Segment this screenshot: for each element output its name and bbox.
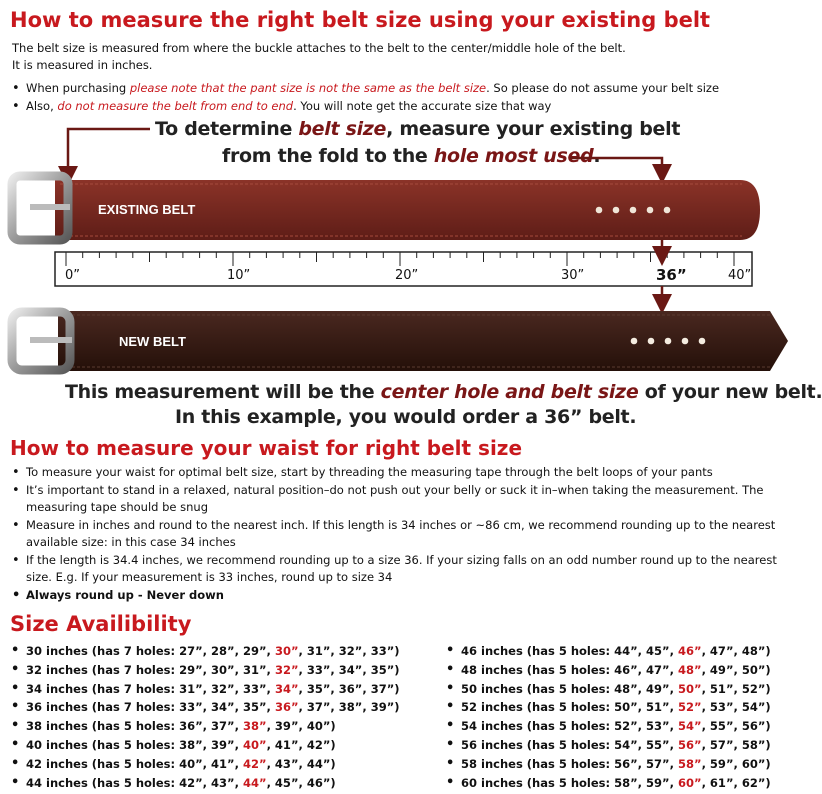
ruler-label-20: 20” xyxy=(395,268,419,283)
size-text: , 45”, 46”) xyxy=(266,775,336,790)
list-item: • To measure your waist for optimal belt size, start by threading the measuring tape through the belt loops of your pants xyxy=(10,464,780,482)
caption-text: , measure your existing belt xyxy=(386,118,681,140)
center-hole-size: 50” xyxy=(678,681,702,696)
size-text: 30 inches (has 7 holes: 27”, 28”, 29”, xyxy=(26,644,275,658)
existing-belt-label: EXISTING BELT xyxy=(98,202,196,217)
size-list-item xyxy=(445,755,771,774)
size-text: , 53”, 54”) xyxy=(701,700,771,715)
size-list-right xyxy=(445,642,771,792)
size-text: 48 inches (has 5 holes: 46”, 47”, xyxy=(461,662,678,677)
size-list-item xyxy=(10,698,400,717)
caption-emphasis: belt size xyxy=(298,118,387,140)
size-list-item xyxy=(445,680,771,699)
caption-text: To determine xyxy=(155,118,299,140)
section1-bullets xyxy=(10,80,785,115)
ruler-label-40: 40” xyxy=(728,268,752,283)
caption-text: from the fold to the xyxy=(222,145,434,167)
caption-emphasis: hole most used xyxy=(433,145,594,167)
size-list-item xyxy=(445,717,771,736)
caption-text: . xyxy=(593,145,601,167)
size-text: , 55”, 56”) xyxy=(701,719,771,734)
size-text: 40 inches (has 5 holes: 38”, 39”, xyxy=(26,737,243,752)
size-text: 50 inches (has 5 holes: 48”, 49”, xyxy=(461,681,678,696)
section1-intro xyxy=(12,40,782,74)
center-hole-size: 36” xyxy=(274,700,299,715)
size-text: 54 inches (has 5 holes: 52”, 53”, xyxy=(461,719,678,734)
ruler-label-36: 36” xyxy=(656,266,687,284)
size-text: , 31”, 32”, 33”) xyxy=(298,644,400,658)
size-text: 56 inches (has 5 holes: 54”, 55”, xyxy=(461,737,678,752)
size-text: 46 inches (has 5 holes: 44”, 45”, xyxy=(461,644,678,658)
size-text: 44 inches (has 5 holes: 42”, 43”, xyxy=(26,775,243,790)
size-text: 36 inches (has 7 holes: 33”, 34”, 35”, xyxy=(26,700,275,715)
list-item xyxy=(10,98,785,116)
warning-text: please note that the pant size is not the same as the belt size xyxy=(129,81,487,95)
center-hole-size: 56” xyxy=(678,737,702,752)
size-list-item xyxy=(10,661,400,680)
size-text: , 57”, 58”) xyxy=(701,737,771,752)
center-hole-size: 58” xyxy=(678,756,702,771)
list-item: • It’s important to stand in a relaxed, natural position–do not push out your belly or suck it in–when taking the measurement. The measuring tape should be snug xyxy=(10,482,780,517)
size-text: 42 inches (has 5 holes: 40”, 41”, xyxy=(26,756,243,771)
center-hole-size: 48” xyxy=(678,662,702,677)
center-hole-size: 46” xyxy=(678,644,702,658)
size-list-item xyxy=(445,774,771,793)
size-text: 38 inches (has 5 holes: 36”, 37”, xyxy=(26,719,243,734)
center-hole-size: 32” xyxy=(274,662,299,677)
size-text: , 33”, 34”, 35”) xyxy=(298,662,400,677)
size-list-item xyxy=(10,717,400,736)
size-text: , 49”, 50”) xyxy=(701,662,771,677)
section1-title: How to measure the right belt size using your existing belt xyxy=(10,8,711,32)
diagram-caption-bottom-2: In this example, you would order a 36” belt. xyxy=(175,406,637,428)
center-hole-size: 40” xyxy=(243,737,267,752)
list-item: • Measure in inches and round to the nearest inch. If this length is 34 inches or ~86 cm, we recommend rounding up to the nearest available size: in this case 34 inches xyxy=(10,517,780,552)
size-list-item xyxy=(445,736,771,755)
caption-text: of your new belt. xyxy=(638,381,822,403)
bullet-text: When purchasing xyxy=(26,81,130,95)
size-text: 60 inches (has 5 holes: 58”, 59”, xyxy=(461,775,678,790)
center-hole-size: 34” xyxy=(274,681,299,696)
size-text: 34 inches (has 7 holes: 31”, 32”, 33”, xyxy=(26,681,275,696)
size-list-item xyxy=(445,698,771,717)
size-list-item xyxy=(10,774,400,793)
hole-arrow xyxy=(570,158,662,174)
size-text: , 51”, 52”) xyxy=(701,681,771,696)
ruler-label-0: 0” xyxy=(65,268,81,283)
size-text: , 39”, 40”) xyxy=(266,719,336,734)
center-hole-size: 54” xyxy=(678,719,702,734)
center-hole-size: 44” xyxy=(243,775,267,790)
size-text: , 35”, 36”, 37”) xyxy=(298,681,400,696)
size-list-item xyxy=(445,661,771,680)
center-hole-size: 52” xyxy=(678,700,702,715)
diagram-caption-bottom-1 xyxy=(65,381,822,403)
intro-line-2: It is measured in inches. xyxy=(12,58,153,72)
ruler-label-10: 10” xyxy=(227,268,251,283)
bullet-text: . So please do not assume your belt size xyxy=(486,81,720,95)
bullet-text: Also, xyxy=(26,98,58,113)
fold-arrow xyxy=(68,129,150,176)
section2-bullets xyxy=(10,464,780,604)
intro-line-1: The belt size is measured from where the buckle attaches to the belt to the center/middle hole of the belt. xyxy=(12,41,626,55)
caption-text: This measurement will be the xyxy=(65,381,381,403)
size-text: , 43”, 44”) xyxy=(266,756,336,771)
center-hole-size: 42” xyxy=(243,756,267,771)
new-belt-label: NEW BELT xyxy=(119,334,186,349)
size-list-item xyxy=(10,736,400,755)
section3-title: Size Availibility xyxy=(10,612,192,636)
size-text: 58 inches (has 5 holes: 56”, 57”, xyxy=(461,756,678,771)
list-item: • Always round up - Never down xyxy=(10,587,780,605)
bullet-text: . You will note get the accurate size that way xyxy=(293,98,552,113)
size-text: 52 inches (has 5 holes: 50”, 51”, xyxy=(461,700,678,715)
caption-emphasis: center hole and belt size xyxy=(380,381,639,403)
size-list-item xyxy=(10,755,400,774)
center-hole-size: 38” xyxy=(243,719,267,734)
size-text: , 47”, 48”) xyxy=(701,644,771,658)
list-item: • If the length is 34.4 inches, we recommend rounding up to a size 36. If your sizing falls on an odd number round up to the nearest size. E.g. If your measurement is 33 inches, round up to size 34 xyxy=(10,552,780,587)
size-list-item xyxy=(445,642,771,661)
size-text: 32 inches (has 7 holes: 29”, 30”, 31”, xyxy=(26,662,275,677)
size-text: , 41”, 42”) xyxy=(266,737,336,752)
center-hole-size: 30” xyxy=(274,644,299,658)
ruler-label-30: 30” xyxy=(561,268,585,283)
size-text: , 37”, 38”, 39”) xyxy=(298,700,400,715)
size-text: , 61”, 62”) xyxy=(701,775,771,790)
size-text: , 59”, 60”) xyxy=(701,756,771,771)
section2-title: How to measure your waist for right belt size xyxy=(10,436,523,460)
size-list-item xyxy=(10,680,400,699)
size-list-item xyxy=(10,642,400,661)
list-item xyxy=(10,80,785,98)
center-hole-size: 60” xyxy=(678,775,702,790)
size-list-left xyxy=(10,642,400,792)
warning-text: do not measure the belt from end to end xyxy=(57,98,294,113)
